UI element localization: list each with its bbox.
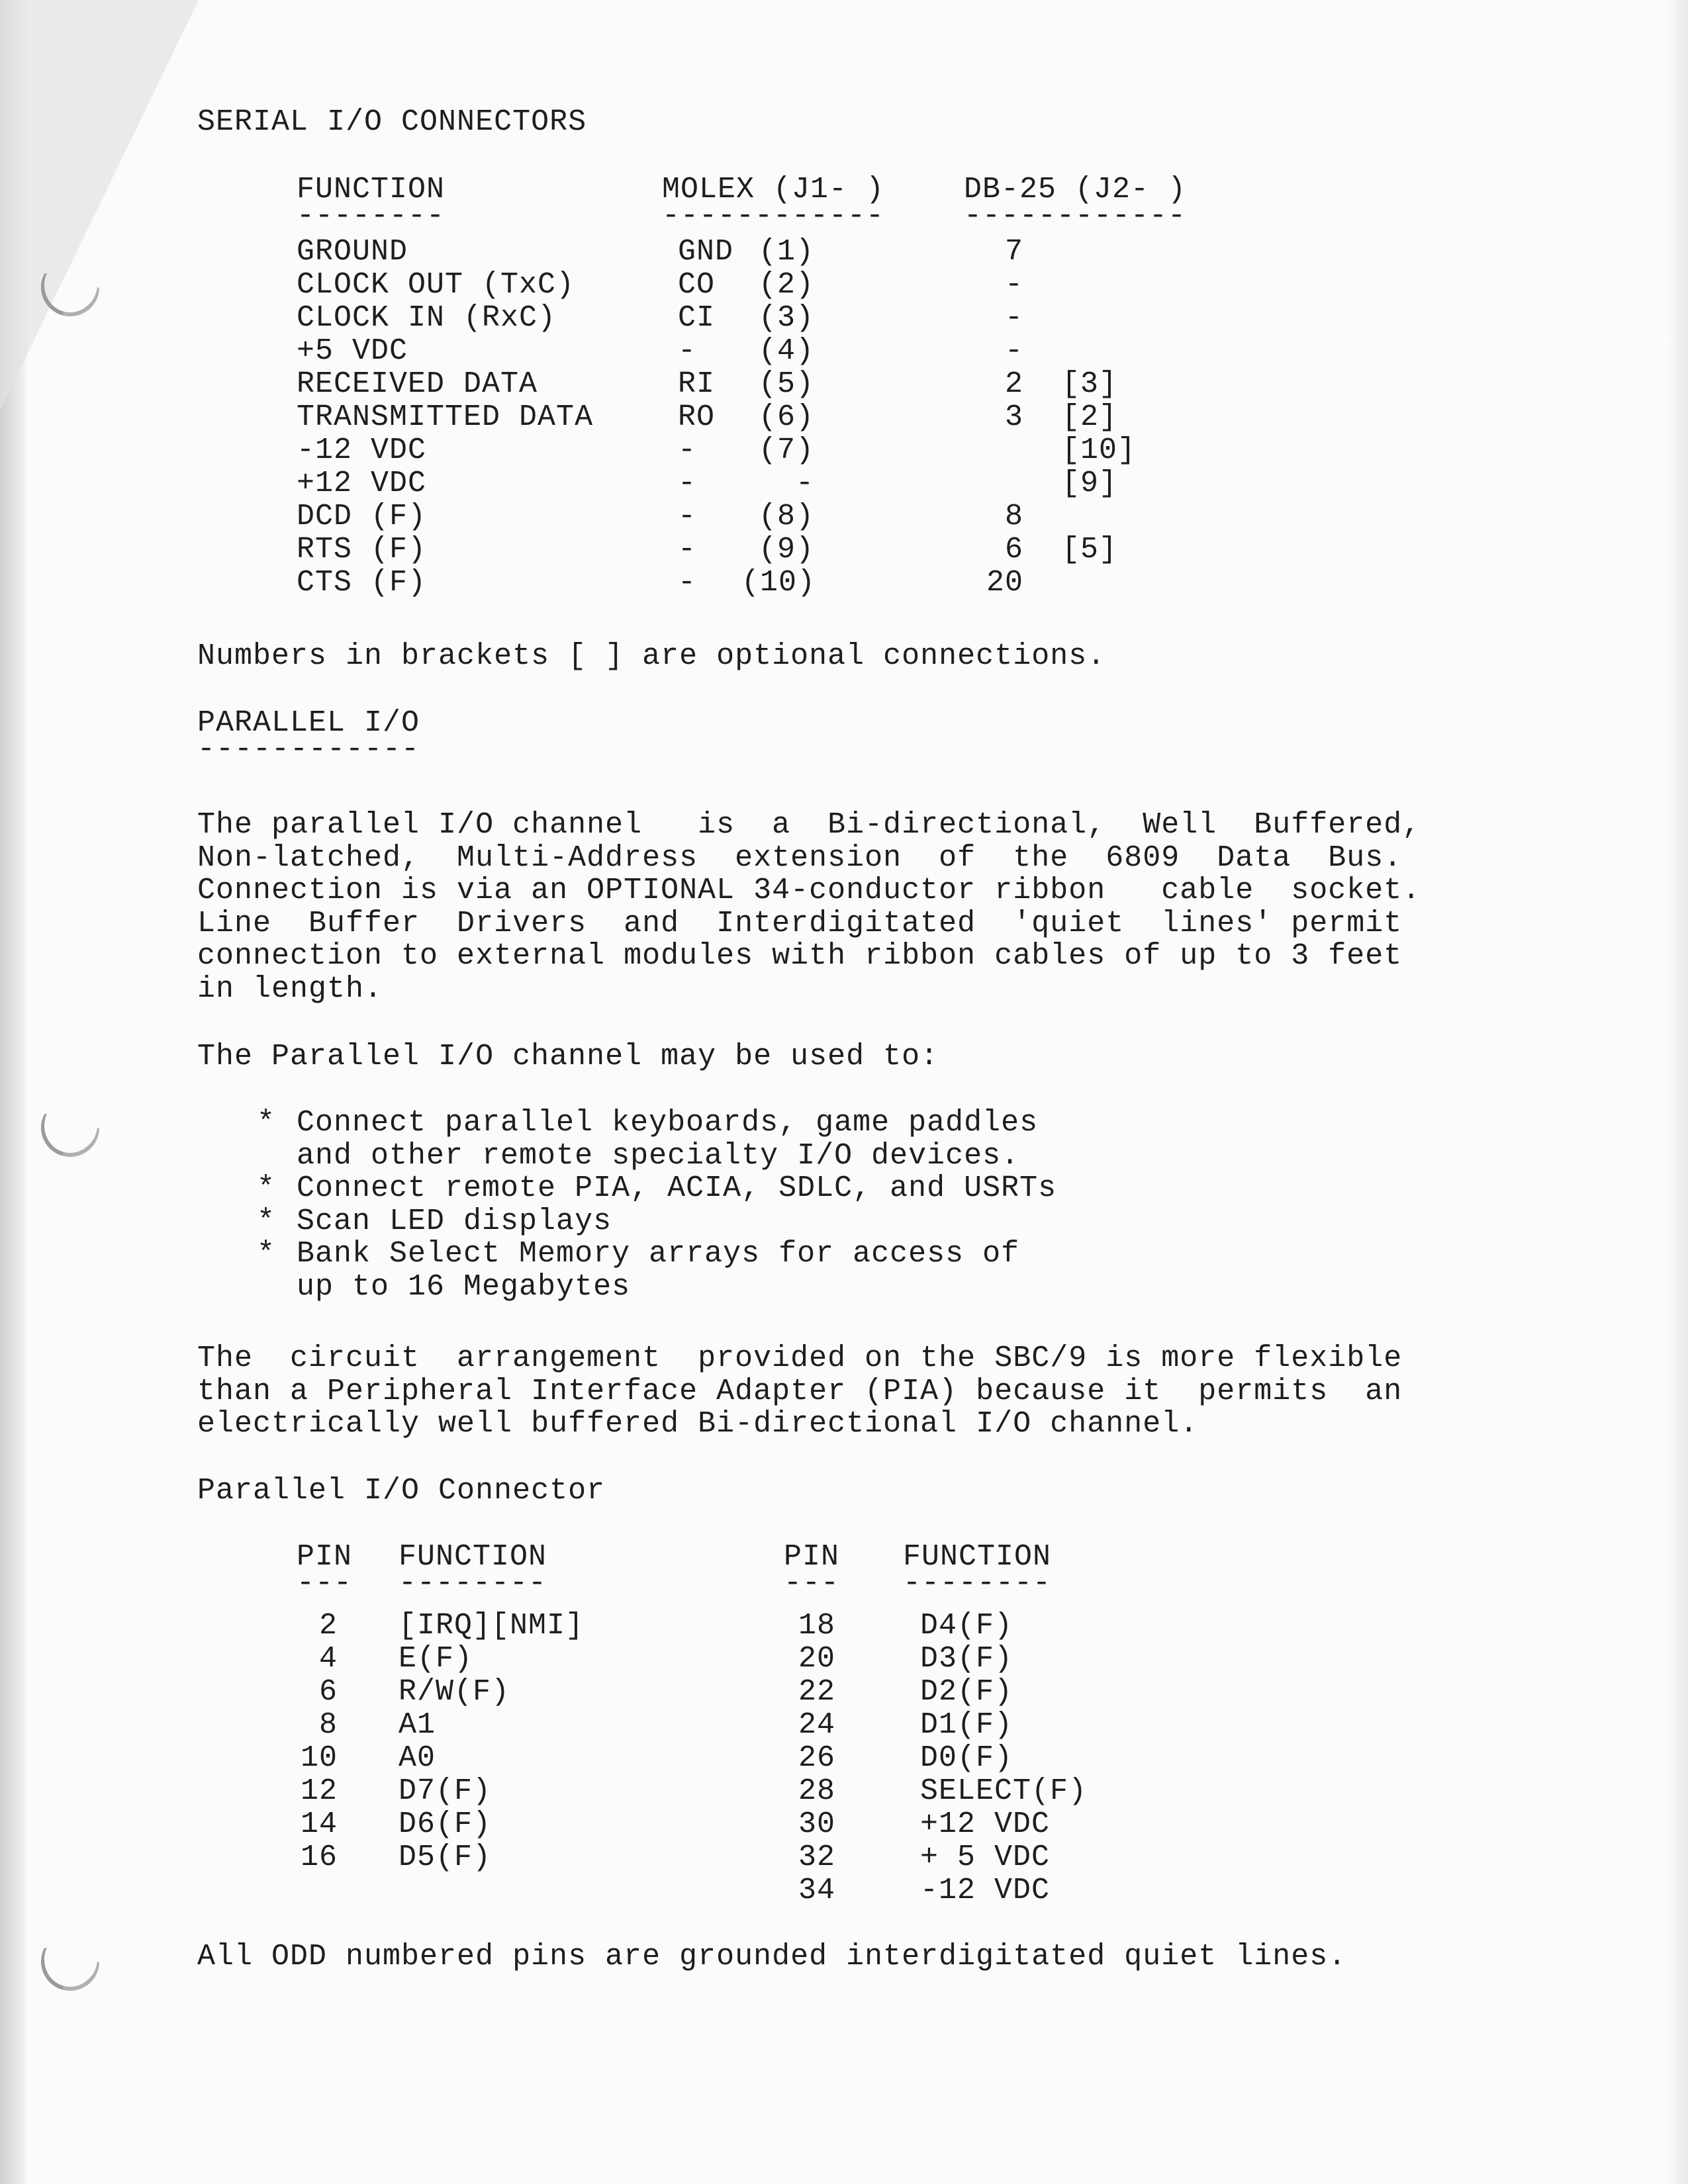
serial-row-molex-pin: (7) [758,433,814,467]
bullet-text: Connect parallel keyboards, game paddles [297,1106,1039,1140]
serial-row-molex-signal: - [678,533,697,567]
serial-row-molex-pin: (5) [758,367,814,401]
parallel-intro-line: in length. [197,972,383,1006]
parallel-footer-note: All ODD numbered pins are grounded interdigitated quiet lines. [197,1940,1347,1974]
pin-function-left: A1 [399,1708,436,1742]
pin-header-left-underline: --- [297,1567,353,1600]
parallel-intro-line: Non-latched, Multi-Address extension of the 6809 Data Bus. [197,841,1403,875]
serial-row-molex-pin: (10) [741,566,816,600]
pin-function-left: D7(F) [399,1774,492,1808]
serial-row-db25-pin: - [1004,268,1023,302]
serial-row-db25-pin: 20 [986,566,1023,600]
function-header-right: FUNCTION [903,1540,1052,1574]
serial-row-function: -12 VDC [297,433,427,467]
serial-row-db25-pin: - [1004,301,1023,335]
serial-row-function: GROUND [297,235,408,269]
serial-row-db25-pin: 8 [1004,500,1023,533]
parallel-intro-line: Line Buffer Drivers and Interdigitated 'quiet lines' permit [197,906,1403,940]
pin-number-left: 14 [300,1807,338,1841]
serial-row-molex-pin: (9) [758,533,814,567]
pin-number-left: 8 [318,1708,338,1742]
circuit-line: The circuit arrangement provided on the SBC/9 is more flexible [197,1342,1403,1375]
bullet-text: Connect remote PIA, ACIA, SDLC, and USRTs [297,1171,1057,1205]
serial-row-optional-pin: [9] [1062,467,1118,500]
pin-function-right: D2(F) [920,1675,1013,1709]
page-edge-right [1668,0,1688,2184]
serial-row-molex-pin: (6) [758,400,814,434]
function-header-left: FUNCTION [399,1540,547,1574]
serial-row-optional-pin: [2] [1062,400,1118,434]
pin-number-right: 30 [798,1807,835,1841]
bullet-text: and other remote specialty I/O devices. [297,1138,1020,1173]
pin-number-right: 20 [798,1642,835,1676]
serial-header-function-underline: -------- [297,199,445,233]
parallel-intro-line: connection to external modules with ribbon cables of up to 3 feet [197,939,1403,973]
serial-row-molex-signal: RI [678,367,716,401]
serial-header-molex-underline: ------------ [662,199,885,233]
pin-function-left: A0 [399,1741,436,1775]
pin-number-right: 18 [798,1609,835,1643]
binder-hole-icon [30,1088,110,1167]
serial-row-molex-pin: (2) [758,268,814,302]
serial-row-molex-signal: - [678,467,697,500]
parallel-intro-line: The parallel I/O channel is a Bi-directional, Well Buffered, [197,808,1421,842]
parallel-uses-intro: The Parallel I/O channel may be used to: [197,1040,939,1073]
pin-function-right: D4(F) [920,1609,1013,1643]
pin-function-right: + 5 VDC [920,1841,1051,1874]
pin-number-left: 4 [318,1642,338,1676]
pin-number-left: 12 [300,1774,338,1808]
pin-function-right: D0(F) [920,1741,1013,1775]
serial-row-molex-signal: CI [678,301,716,335]
pin-number-right: 22 [798,1675,835,1709]
serial-row-molex-pin: (4) [758,334,814,368]
pin-number-right: 28 [798,1774,835,1808]
serial-header-molex: MOLEX (J1- ) [662,173,885,206]
serial-header-db25: DB-25 (J2- ) [964,173,1187,206]
serial-row-molex-signal: - [678,334,697,368]
binder-hole-icon [30,1922,110,2001]
serial-row-function: +12 VDC [297,467,427,500]
circuit-line: electrically well buffered Bi-directional I/O channel. [197,1407,1199,1441]
pin-number-left: 6 [318,1675,338,1709]
serial-row-optional-pin: [3] [1062,367,1118,401]
serial-row-molex-signal: CO [678,268,716,302]
serial-row-function: CTS (F) [297,566,427,600]
serial-row-molex-pin: (3) [758,301,814,335]
pin-number-right: 24 [798,1708,835,1742]
circuit-line: than a Peripheral Interface Adapter (PIA) because it permits an [197,1374,1403,1408]
serial-row-db25-pin: - [1004,334,1023,368]
bullet-mark: * [257,1237,276,1271]
function-header-left-underline: -------- [399,1567,547,1600]
serial-row-db25-pin: 3 [1004,400,1023,434]
page-corner-fold [0,0,199,410]
serial-row-function: CLOCK IN (RxC) [297,301,557,335]
serial-row-function: TRANSMITTED DATA [297,400,594,434]
pin-header-right-underline: --- [784,1567,840,1600]
pin-header-right: PIN [784,1540,840,1574]
serial-row-db25-pin: 2 [1004,367,1023,401]
serial-header-function: FUNCTION [297,173,445,206]
parallel-section-title: PARALLEL I/O [197,706,420,740]
pin-number-right: 34 [798,1874,835,1907]
serial-section-title: SERIAL I/O CONNECTORS [197,105,587,139]
bullet-mark: * [257,1171,276,1205]
serial-row-function: DCD (F) [297,500,427,533]
pin-number-left: 10 [300,1741,338,1775]
serial-row-function: RECEIVED DATA [297,367,538,401]
bullet-mark: * [257,1204,276,1238]
serial-row-function: RTS (F) [297,533,427,567]
serial-row-molex-signal: - [678,500,697,533]
serial-row-molex-pin: (1) [758,235,814,269]
pin-number-left: 16 [300,1841,338,1874]
pin-function-right: -12 VDC [920,1874,1051,1907]
serial-row-molex-signal: GND [678,235,734,269]
serial-row-molex-pin: - [795,467,814,500]
serial-note: Numbers in brackets [ ] are optional connections. [197,639,1106,673]
parallel-connector-title: Parallel I/O Connector [197,1474,606,1508]
serial-row-db25-pin: 6 [1004,533,1023,567]
serial-row-molex-signal: - [678,566,697,600]
serial-row-optional-pin: [5] [1062,533,1118,567]
pin-number-right: 26 [798,1741,835,1775]
pin-number-left: 2 [318,1609,338,1643]
bullet-text: Scan LED displays [297,1204,612,1238]
pin-function-left: D6(F) [399,1807,492,1841]
serial-row-function: +5 VDC [297,334,408,368]
serial-header-db25-underline: ------------ [964,199,1187,233]
pin-function-left: E(F) [399,1642,473,1676]
pin-function-right: SELECT(F) [920,1774,1088,1808]
pin-number-right: 32 [798,1841,835,1874]
pin-function-right: +12 VDC [920,1807,1051,1841]
parallel-intro-line: Connection is via an OPTIONAL 34-conductor ribbon cable socket. [197,874,1421,907]
serial-row-function: CLOCK OUT (TxC) [297,268,575,302]
function-header-right-underline: -------- [903,1567,1052,1600]
pin-function-left: D5(F) [399,1841,492,1874]
serial-row-db25-pin: 7 [1004,235,1023,269]
bullet-text: Bank Select Memory arrays for access of [297,1237,1020,1271]
serial-row-molex-pin: (8) [758,500,814,533]
pin-header-left: PIN [297,1540,353,1574]
pin-function-left: [IRQ][NMI] [399,1609,585,1643]
serial-row-optional-pin: [10] [1062,433,1137,467]
pin-function-left: R/W(F) [399,1675,510,1709]
pin-function-right: D1(F) [920,1708,1013,1742]
bullet-mark: * [257,1106,276,1140]
serial-row-molex-signal: RO [678,400,716,434]
pin-function-right: D3(F) [920,1642,1013,1676]
bullet-text: up to 16 Megabytes [297,1269,631,1304]
serial-row-molex-signal: - [678,433,697,467]
parallel-title-underline: ------------ [197,733,420,766]
